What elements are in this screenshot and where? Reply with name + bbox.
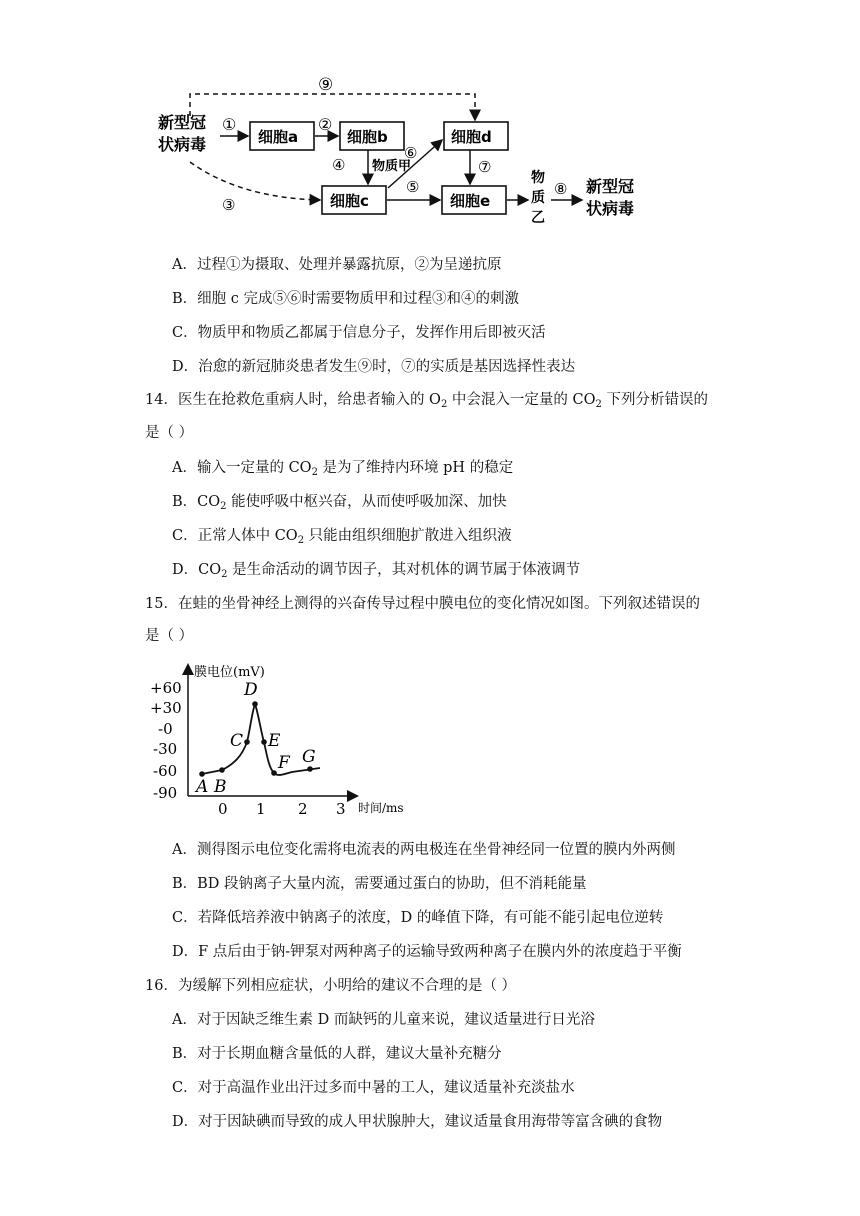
- flow-svg: [150, 70, 650, 230]
- point-e: [261, 739, 267, 745]
- path-step-3: [190, 162, 320, 200]
- point-b: [219, 767, 225, 773]
- point-f: [271, 770, 277, 776]
- q14-option-a: A．输入一定量的 $CO_2$ 是为了维持内环境 pH 的稳定: [172, 460, 514, 478]
- q15-option-b: B．BD 段钠离子大量内流，需要通过蛋白的协助，但不消耗能量: [172, 876, 587, 892]
- step-8-label: ⑧: [554, 180, 568, 198]
- y-tick-60: +60: [150, 679, 182, 697]
- q13-option-a: A．过程①为摄取、处理并暴露抗原，②为呈递抗原: [172, 257, 502, 273]
- x-tick-2: 2: [298, 800, 308, 818]
- label-c: C: [230, 731, 244, 751]
- point-g: [307, 766, 313, 772]
- graph-svg: [150, 660, 420, 820]
- q14-stem-line1: 14．医生在抢救危重病人时，给患者输入的 $O_2$ 中会混入一定量的 $CO_2$ 下列分析错误的: [145, 392, 709, 410]
- q13-option-c: C．物质甲和物质乙都属于信息分子，发挥作用后即被灭活: [172, 325, 546, 341]
- step-3-label: ③: [222, 196, 236, 214]
- step-2-label: ②: [318, 115, 333, 134]
- cell-d-label: 细胞d: [451, 128, 492, 146]
- substance-yi-1: 物: [531, 170, 545, 186]
- q13-option-b: B．细胞 c 完成⑤⑥时需要物质甲和过程③和④的刺激: [172, 291, 519, 307]
- step-1-label: ①: [222, 115, 237, 134]
- point-c: [244, 739, 250, 745]
- q15-option-a: A．测得图示电位变化需将电流表的两电极连在坐骨神经同一位置的膜内外两侧: [172, 842, 676, 858]
- membrane-potential-graph: [150, 660, 420, 820]
- q14-stem-line2: 是（ ）: [145, 425, 194, 441]
- y-axis-label: 膜电位(mV): [194, 665, 265, 680]
- cell-b-label: 细胞b: [347, 128, 388, 146]
- q15-option-d: D．F 点后由于钠-钾泵对两种离子的运输导致两种离子在膜内外的浓度趋于平衡: [172, 944, 682, 960]
- label-g: G: [302, 747, 316, 767]
- label-d: D: [244, 680, 258, 700]
- substance-jia-label: 物质甲: [372, 159, 412, 174]
- label-a: A: [196, 777, 209, 797]
- y-tick-0: -0: [158, 720, 173, 738]
- virus-left-line1: 新型冠: [158, 113, 207, 132]
- step-7-label: ⑦: [478, 158, 492, 176]
- cell-a-label: 细胞a: [258, 128, 299, 146]
- label-e: E: [268, 731, 281, 751]
- point-a: [199, 771, 205, 777]
- q15-stem-line1: 15．在蛙的坐骨神经上测得的兴奋传导过程中膜电位的变化情况如图。下列叙述错误的: [145, 596, 700, 612]
- q13-option-d: D．治愈的新冠肺炎患者发生⑨时，⑦的实质是基因选择性表达: [172, 359, 576, 375]
- q15-stem-line2: 是（ ）: [145, 628, 194, 644]
- step-5-label: ⑤: [406, 178, 420, 196]
- substance-yi-3: 乙: [531, 210, 545, 226]
- step-4-label: ④: [332, 156, 346, 174]
- q16-option-c: C．对于高温作业出汗过多而中暑的工人，建议适量补充淡盐水: [172, 1080, 575, 1096]
- x-axis-label: 时间/ms: [358, 801, 404, 815]
- y-tick-neg60: -60: [153, 762, 178, 780]
- virus-right-line2: 状病毒: [586, 199, 635, 218]
- q15-option-c: C．若降低培养液中钠离子的浓度，D 的峰值下降，有可能不能引起电位逆转: [172, 910, 664, 926]
- y-tick-30: +30: [150, 699, 182, 717]
- cell-c-label: 细胞c: [330, 192, 369, 210]
- cell-e-label: 细胞e: [450, 192, 491, 210]
- q16-option-b: B．对于长期血糖含量低的人群，建议大量补充糖分: [172, 1046, 502, 1062]
- immune-flow-diagram: [150, 70, 650, 230]
- q14-option-c: C．正常人体中 $CO_2$ 只能由组织细胞扩散进入组织液: [172, 528, 512, 546]
- q16-stem: 16．为缓解下列相应症状，小明给的建议不合理的是（ ）: [145, 978, 517, 994]
- q14-option-b: B．$CO_2$ 能使呼吸中枢兴奋，从而使呼吸加深、加快: [172, 494, 507, 512]
- step-6-label: ⑥: [404, 144, 418, 162]
- q16-option-d: D．对于因缺碘而导致的成人甲状腺肿大，建议适量食用海带等富含碘的食物: [172, 1114, 663, 1130]
- virus-left-line2: 状病毒: [158, 135, 207, 154]
- x-tick-0: 0: [218, 800, 228, 818]
- x-tick-1: 1: [256, 800, 266, 818]
- step-9-label: ⑨: [318, 75, 334, 95]
- point-d: [252, 701, 258, 707]
- y-tick-neg90: -90: [153, 784, 178, 802]
- q16-option-a: A．对于因缺乏维生素 D 而缺钙的儿童来说，建议适量进行日光浴: [172, 1012, 595, 1028]
- label-b: B: [214, 777, 227, 797]
- substance-yi-2: 质: [531, 190, 545, 206]
- virus-right-line1: 新型冠: [586, 177, 635, 196]
- y-tick-neg30: -30: [153, 740, 178, 758]
- label-f: F: [278, 753, 290, 773]
- x-tick-3: 3: [336, 800, 346, 818]
- q14-option-d: D．$CO_2$ 是生命活动的调节因子，其对机体的调节属于体液调节: [172, 562, 581, 580]
